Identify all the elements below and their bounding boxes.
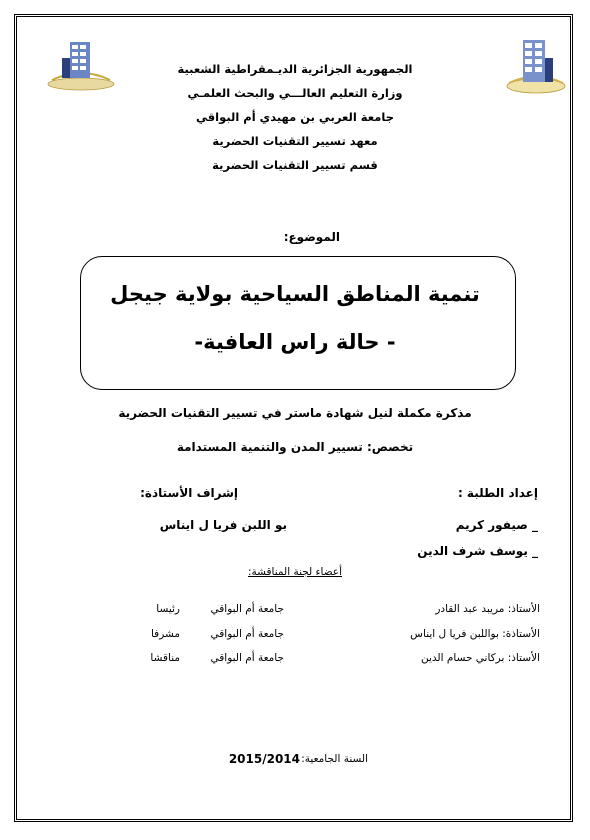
- committee-member-role: مناقشا: [150, 652, 180, 664]
- committee-member-name: الأستاذ: بركاني حسام الدين: [421, 652, 540, 664]
- header-department: قسم تسيير التقنيات الحضرية: [212, 158, 378, 172]
- supervisor-label: إشراف الأستاذة:: [140, 486, 238, 500]
- supervisor-name: بو اللبن فريا ل ايناس: [159, 518, 287, 532]
- header-university: جامعة العربي بن مهيدي أم البواقي: [196, 110, 394, 124]
- committee-label: أعضاء لجنة المناقشة:: [248, 566, 342, 578]
- students-label: إعداد الطلبة :: [457, 486, 538, 500]
- committee-member-affiliation: جامعة أم البواقي: [210, 628, 284, 640]
- committee-member-name: الأستاذ: مريبد عبد القادر: [435, 603, 540, 615]
- header-republic: الجمهورية الجزائرية الديـمقراطية الشعبية: [177, 62, 413, 76]
- memo-statement: مذكرة مكملة لنيل شهادة ماستر في تسيير التقنيات الحضرية: [118, 406, 472, 420]
- committee-member-name: الأستاذة: بواللبن فريا ل ايناس: [410, 628, 540, 640]
- header-ministry: وزارة التعليم العالـــي والبحث العلمـي: [187, 86, 403, 100]
- header-institute: معهد تسيير التقنيات الحضرية: [212, 134, 378, 148]
- thesis-title: تنمية المناطق السياحية بولاية جيجل: [110, 282, 480, 306]
- academic-year-value: 2015/2014: [228, 752, 300, 766]
- student-name: _ صيفور كريم: [455, 518, 538, 532]
- committee-member-affiliation: جامعة أم البواقي: [210, 603, 284, 615]
- thesis-subtitle: - حالة راس العافية-: [194, 330, 396, 354]
- title-box: [80, 256, 516, 390]
- committee-member-role: رئيسا: [156, 603, 180, 615]
- specialty: تخصص: تسيير المدن والتنمية المستدامة: [176, 440, 414, 454]
- subject-label: الموضوع:: [283, 230, 340, 244]
- student-name: _ يوسف شرف الدين: [417, 544, 538, 558]
- academic-year-label: السنة الجامعية:: [301, 753, 368, 765]
- committee-member-affiliation: جامعة أم البواقي: [210, 652, 284, 664]
- committee-member-role: مشرفا: [150, 628, 180, 640]
